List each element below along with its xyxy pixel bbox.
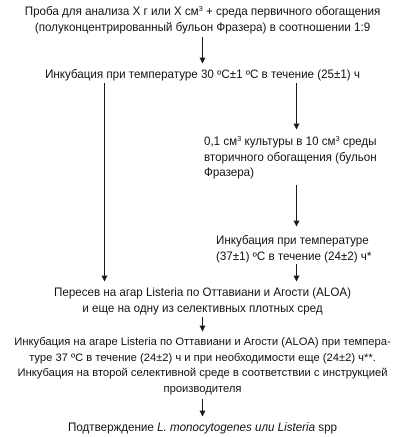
incubation-37c-line-1: Инкубация при температуре	[216, 234, 369, 247]
incubation-30c-line-1: Инкубация при температуре 30 ºС±1 ºС в течение (25±1) ч	[45, 68, 360, 81]
sample-line-2: (полуконцентрированный бульон Фразера) в соотношении 1:9	[34, 20, 371, 34]
secondary-line-2: вторичного обогащения (бульон	[204, 150, 377, 164]
secondary-line-3: Фразера)	[204, 166, 254, 179]
plating-line-2: и еще на одну из селективных плотных сред	[82, 301, 323, 315]
confirmation-organisms: L. monocytogenes или Listeria	[157, 421, 316, 434]
incubation-37c-line-2: (37±1) ºС в течение (24±2) ч*	[216, 249, 372, 263]
secondary-line-1: 0,1 $см^3$ культуры в 10 $см^3$ среды	[204, 134, 377, 148]
aloa-line-1: Инкубация на агаре Listeria по Оттавиани и Агости (ALOA) при темпера-	[14, 336, 391, 348]
plating-line-1: Пересев на агар Listeria по Оттавиани и Агости (ALOA)	[54, 286, 351, 299]
sample-line-1: Проба для анализа X г или X $см^3$ + среда первичного обогащения	[24, 4, 381, 18]
confirmation-prefix: Подтверждение	[68, 421, 158, 434]
confirmation-suffix: spp	[315, 421, 337, 434]
aloa-line-3: Инкубация на второй селективной среде в соответствии с инструкцией	[17, 367, 388, 379]
aloa-line-4: производителя	[163, 382, 242, 395]
aloa-line-2: туре 37 ºС в течение (24±2) ч и при необходимости еще (24±2) ч**.	[29, 351, 376, 364]
